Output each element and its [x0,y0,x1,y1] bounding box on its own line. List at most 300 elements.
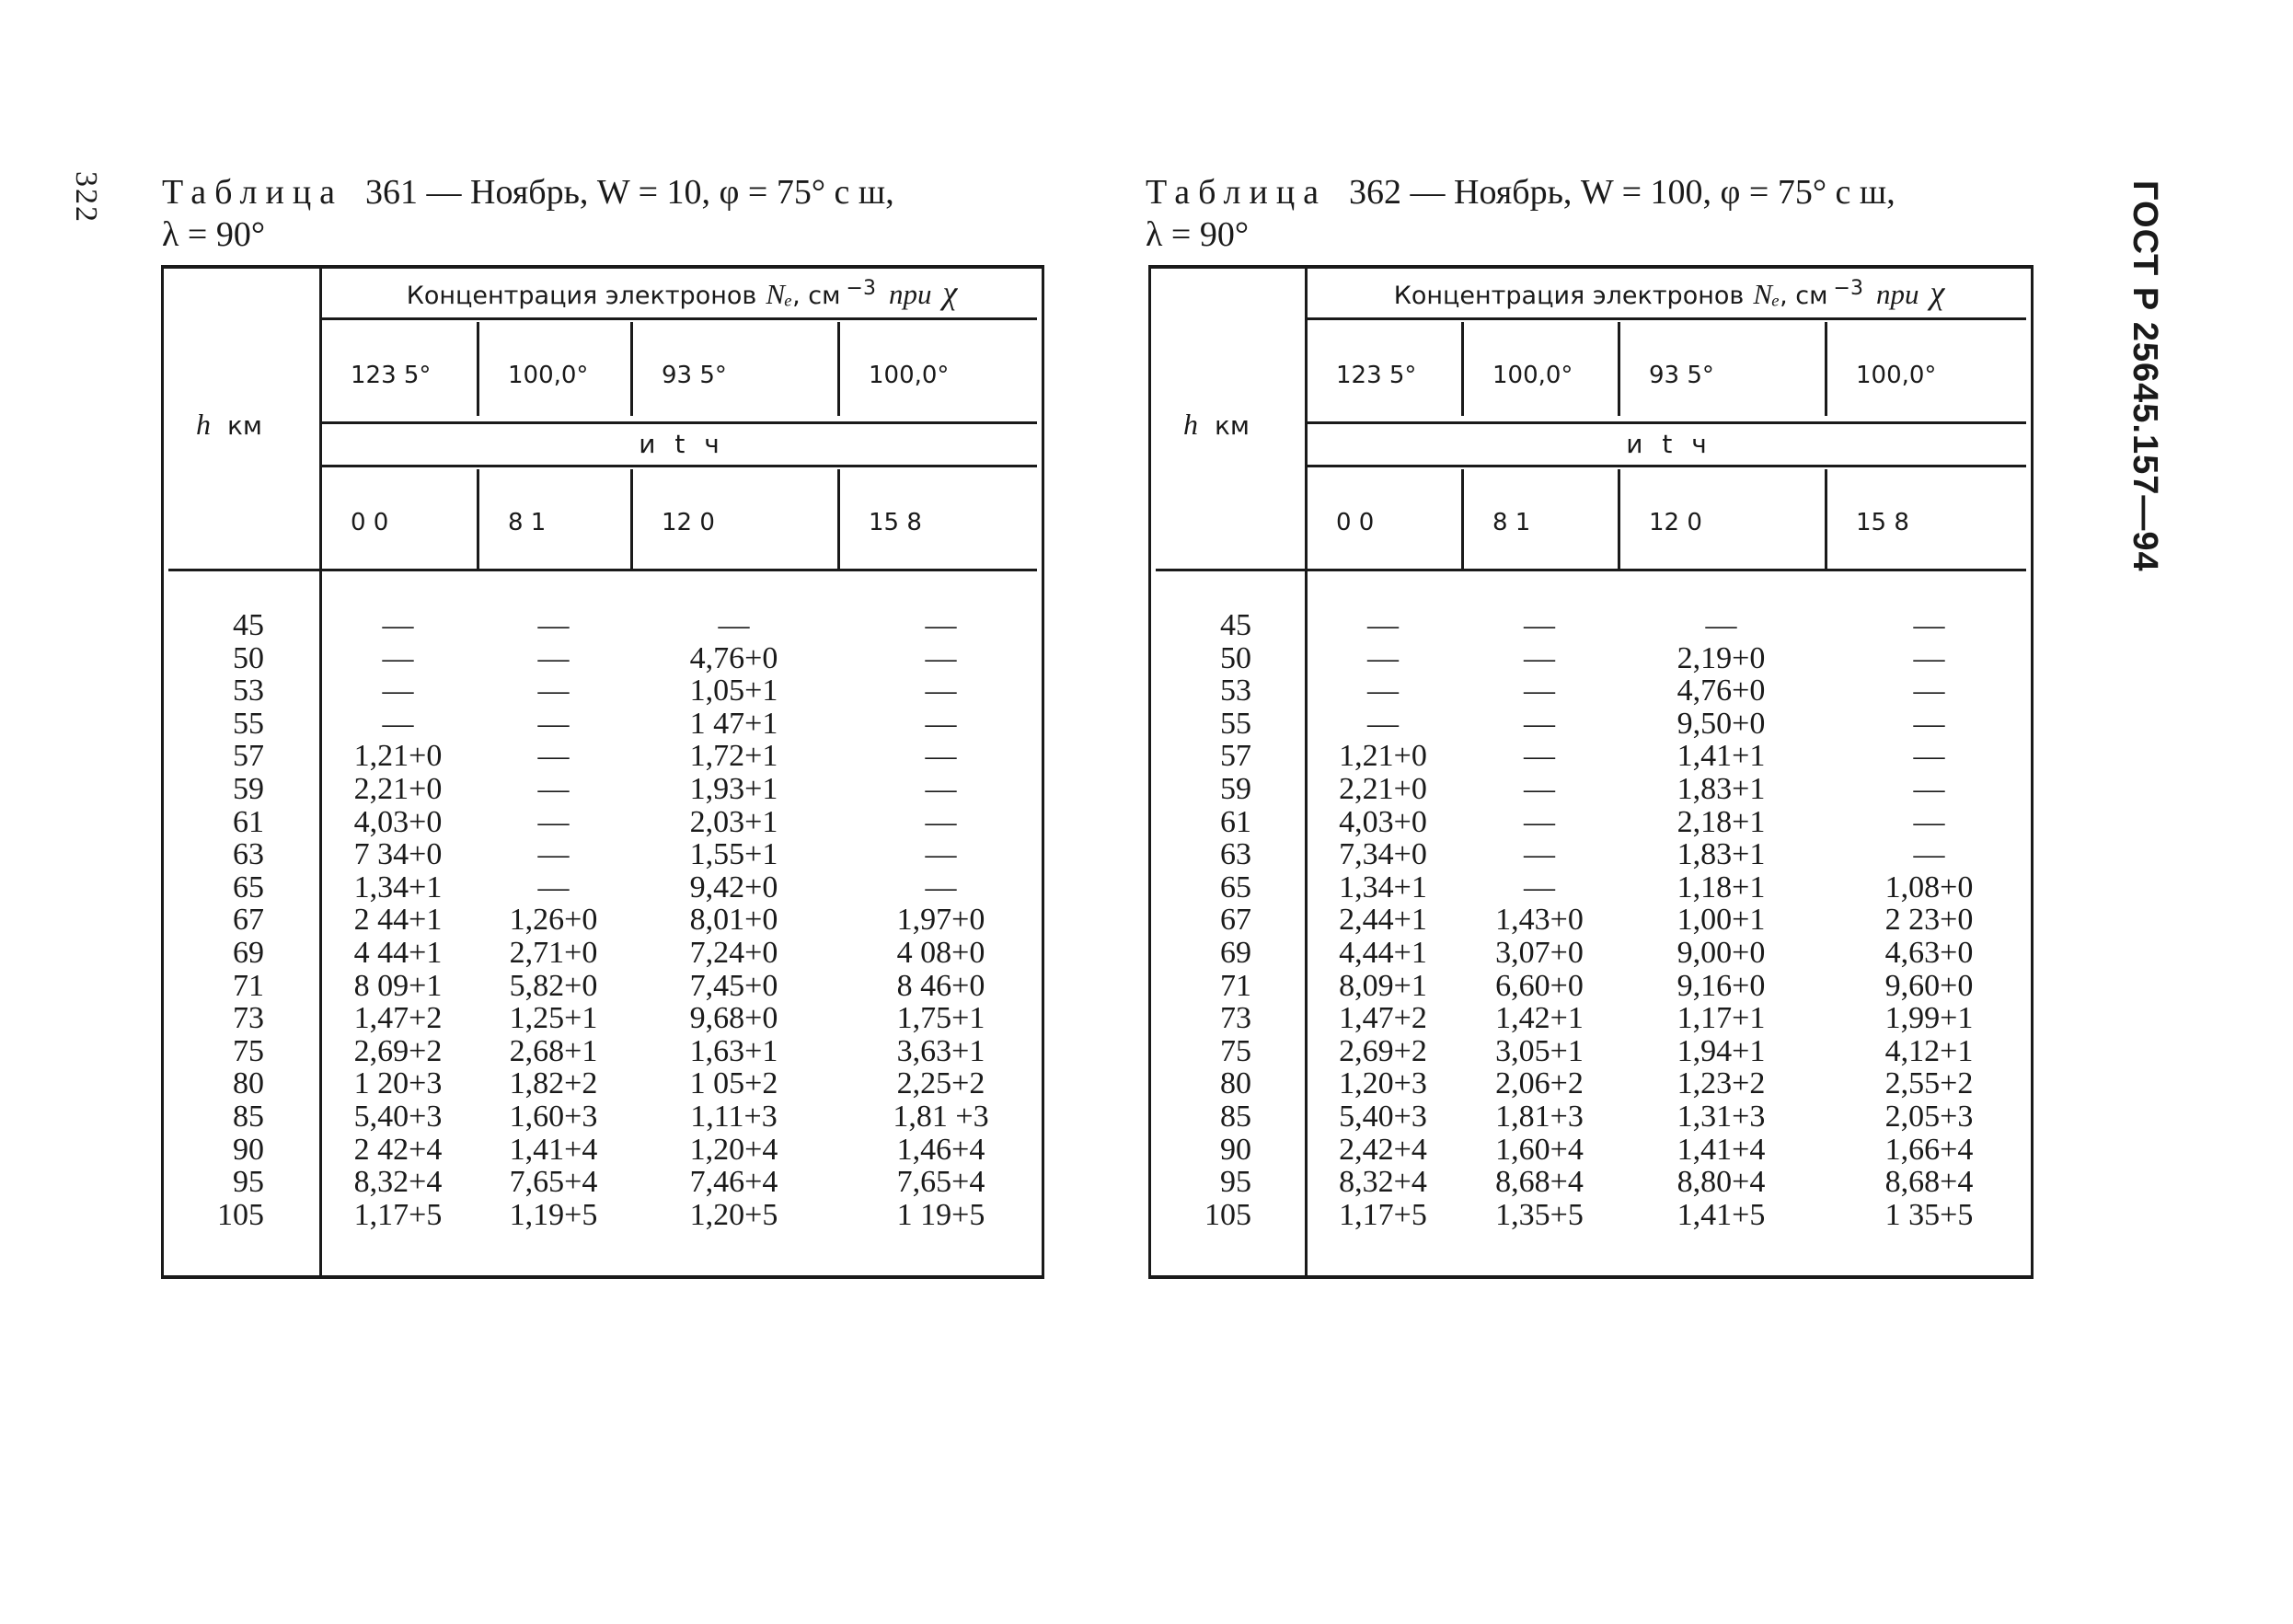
caption-title: 361 — Ноябрь, W = 10, φ = 75° с ш, [365,173,894,212]
row-height: 90 [1220,1132,1251,1167]
concentration-value: — [1913,804,1945,839]
concentration-value: 1,66+4 [1884,1132,1974,1167]
concentration-value: 9,00+0 [1677,935,1766,970]
row-height: 65 [233,870,264,904]
row-height: 75 [1220,1033,1251,1068]
concentration-value: — [1913,608,1945,642]
concentration-value: 5,40+3 [1339,1099,1427,1134]
concentration-value: 6,60+0 [1495,968,1584,1003]
page-number: 322 [69,171,103,224]
table-row [161,708,1044,741]
caption-label: Таблица [162,173,344,212]
table-row [161,740,1044,773]
concentration-value: 1,11+3 [690,1099,778,1134]
row-height: 67 [233,903,264,938]
concentration-value: 1,35+5 [1495,1197,1584,1232]
concentration-value: — [925,870,957,904]
concentration-value: 1,23+2 [1677,1066,1766,1101]
concentration-value: 1,60+3 [509,1099,598,1134]
concentration-value: 1,18+1 [1677,870,1766,904]
row-height: 85 [233,1099,264,1134]
table-row [161,1100,1044,1134]
concentration-value: 4,44+1 [1339,935,1427,970]
concentration-value: — [1913,640,1945,675]
row-height: 90 [233,1132,264,1167]
concentration-value: — [382,706,414,741]
table-row [161,1067,1044,1100]
concentration-value: 8 46+0 [896,968,985,1003]
table-row [1148,708,2034,741]
chi-symbol: χ [1930,274,1945,311]
concentration-value: 2,05+3 [1884,1099,1974,1134]
concentration-value: 8,32+4 [353,1165,443,1200]
chi-symbol: χ [942,274,958,311]
chi-value: 93 5° [662,362,727,389]
concentration-value: 1,97+0 [896,903,985,938]
concentration-value: 2,68+1 [509,1033,598,1068]
table-row [161,838,1044,871]
row-height: 69 [1220,935,1251,970]
concentration-value: 8,01+0 [689,903,778,938]
row-height: 67 [1220,903,1251,938]
row-height: 57 [233,739,264,774]
concentration-value: — [925,674,957,708]
t-value: 0 0 [351,509,389,536]
concentration-value: 2,69+2 [1339,1033,1427,1068]
concentration-value: 1,05+1 [689,674,778,708]
concentration-value: 3,07+0 [1495,935,1584,970]
conc-exponent: −3 [1833,277,1863,300]
concentration-value: 1,34+1 [353,870,443,904]
concentration-value: 1,43+0 [1495,903,1584,938]
concentration-value: 7,24+0 [689,935,778,970]
concentration-value: 1,26+0 [509,903,598,938]
concentration-value: — [382,608,414,642]
concentration-value: 9,42+0 [689,870,778,904]
table-row [1148,1002,2034,1035]
chi-column-separator [477,322,479,416]
concentration-value: — [537,706,570,741]
concentration-value: 9,50+0 [1677,706,1766,741]
concentration-value: 2 44+1 [353,903,443,938]
concentration-value: — [382,674,414,708]
concentration-value: — [537,837,570,872]
concentration-value: 1,46+4 [896,1132,985,1167]
concentration-value: 2,18+1 [1677,804,1766,839]
concentration-value: 7 34+0 [353,837,443,872]
row-height: 63 [1220,837,1251,872]
document-code: ГОСТ Р 25645.157—94 [2126,180,2164,572]
table-row [1148,740,2034,773]
data-rows [161,609,1044,1231]
t-value: 12 0 [662,509,715,536]
concentration-value: — [1913,739,1945,774]
concentration-value: — [537,640,570,675]
chi-value: 93 5° [1649,362,1714,389]
row-height: 95 [1220,1165,1251,1200]
row-height: 85 [1220,1099,1251,1134]
t-column-separator [1825,469,1827,569]
t-column-separator [630,469,633,569]
table-row [161,1199,1044,1232]
concentration-value: 9,60+0 [1884,968,1974,1003]
row-height: 45 [233,608,264,642]
row-height: 57 [1220,739,1251,774]
concentration-value: 1,00+1 [1677,903,1766,938]
row-height: 50 [1220,640,1251,675]
concentration-value: 1 20+3 [353,1066,443,1101]
row-height: 53 [1220,674,1251,708]
caption-line-2: λ = 90° [162,215,266,254]
t-column-separator [477,469,479,569]
conc-at: при [1875,278,1919,310]
concentration-value: 1,21+0 [353,739,443,774]
concentration-value: 1,08+0 [1884,870,1974,904]
concentration-value: 8,68+4 [1495,1165,1584,1200]
concentration-value: 1,82+2 [509,1066,598,1101]
row-height: 105 [217,1197,264,1232]
row-height: 71 [233,968,264,1003]
concentration-value: — [1524,837,1555,872]
concentration-value: 2,69+2 [353,1033,443,1068]
table-row [1148,773,2034,806]
conc-at: при [888,278,932,310]
concentration-value: 4,12+1 [1884,1033,1974,1068]
table-row [1148,1035,2034,1068]
concentration-value: — [1524,640,1555,675]
table-row [1148,871,2034,904]
row-height: 53 [233,674,264,708]
header-rule-low [1305,465,2026,467]
chi-column-separator [630,322,633,416]
concentration-value: 1,20+4 [689,1132,778,1167]
concentration-value: — [1524,870,1555,904]
concentration-value: — [925,608,957,642]
concentration-value: 3,63+1 [896,1033,985,1068]
concentration-value: — [1367,706,1399,741]
t-column-separator [837,469,840,569]
table-row [161,1134,1044,1167]
chi-column-separator [837,322,840,416]
concentration-value: 1,20+3 [1339,1066,1427,1101]
table-row [161,773,1044,806]
concentration-value: 1,34+1 [1339,870,1427,904]
concentration-value: 1,41+4 [1677,1132,1766,1167]
concentration-value: 1,93+1 [689,771,778,806]
concentration-value: 2 23+0 [1884,903,1974,938]
table-row [1148,1067,2034,1100]
t-value: 0 0 [1336,509,1375,536]
concentration-value: 1,42+1 [1495,1001,1584,1036]
h-symbol: h [1183,408,1198,441]
concentration-value: — [925,804,957,839]
concentration-value: — [537,608,570,642]
concentration-value: — [1524,608,1555,642]
header-rule-top [319,317,1037,320]
concentration-value: — [718,608,750,642]
concentration-value: 4 08+0 [896,935,985,970]
table-caption [162,171,1073,256]
concentration-value: 8 09+1 [353,968,443,1003]
time-header: и t ч [1626,429,1712,459]
row-height: 45 [1220,608,1251,642]
concentration-value: — [1913,674,1945,708]
concentration-value: 7,65+4 [509,1165,598,1200]
header-rule-bottom [1156,569,2026,571]
concentration-value: 1 19+5 [896,1197,985,1232]
h-unit: км [1215,410,1250,441]
concentration-value: — [925,739,957,774]
concentration-value: 2,55+2 [1884,1066,1974,1101]
time-header: и t ч [639,429,725,459]
concentration-value: 2,06+2 [1495,1066,1584,1101]
concentration-value: — [1524,739,1555,774]
concentration-value: 8,80+4 [1677,1165,1766,1200]
concentration-value: 7,45+0 [689,968,778,1003]
conc-text: Концентрация электронов [1393,282,1745,310]
row-height: 80 [1220,1066,1251,1101]
h-unit: км [227,410,263,441]
caption-line-1 [1146,171,2058,213]
conc-exponent: −3 [846,277,876,300]
t-column-separator [1461,469,1464,569]
concentration-value: 1,25+1 [509,1001,598,1036]
concentration-value: 1,47+2 [353,1001,443,1036]
concentration-value: 4,76+0 [1677,674,1766,708]
h-symbol: h [196,408,211,441]
concentration-value: 2,71+0 [509,935,598,970]
table-row [1148,806,2034,839]
t-value: 15 8 [869,509,922,536]
table-row [1148,642,2034,675]
table-row [1148,1134,2034,1167]
concentration-value: — [1524,706,1555,741]
table-row [1148,904,2034,937]
concentration-value: — [382,640,414,675]
row-height: 63 [233,837,264,872]
concentration-value: 2,21+0 [1339,771,1427,806]
table-row [161,609,1044,642]
concentration-value: 1,41+1 [1677,739,1766,774]
conc-variable: Nₑ [766,278,793,310]
concentration-value: 2,42+4 [1339,1132,1427,1167]
concentration-value: 9,68+0 [689,1001,778,1036]
h-column-header [196,408,262,442]
concentration-value: — [925,837,957,872]
row-height: 80 [233,1066,264,1101]
row-height: 75 [233,1033,264,1068]
concentration-value: 1,81+3 [1495,1099,1584,1134]
concentration-value: 1,19+5 [509,1197,598,1232]
concentration-value: — [537,674,570,708]
row-height: 61 [1220,804,1251,839]
concentration-value: 7,34+0 [1339,837,1427,872]
t-value: 15 8 [1856,509,1909,536]
concentration-value: 4,76+0 [689,640,778,675]
header-rule-bottom [168,569,1037,571]
header-rule-mid [1305,421,2026,424]
concentration-value: — [537,771,570,806]
chi-value: 100,0° [508,362,589,389]
t-value: 8 1 [1492,509,1531,536]
concentration-value: — [1913,706,1945,741]
concentration-value: 1,60+4 [1495,1132,1584,1167]
row-height: 55 [1220,706,1251,741]
concentration-value: 4,03+0 [1339,804,1427,839]
concentration-value: 1,17+5 [353,1197,443,1232]
table-row [161,970,1044,1003]
concentration-value: 9,16+0 [1677,968,1766,1003]
concentration-value: 1,55+1 [689,837,778,872]
chi-value: 123 5° [1336,362,1417,389]
concentration-value: 2 42+4 [353,1132,443,1167]
concentration-value: 2,19+0 [1677,640,1766,675]
concentration-value: 1,21+0 [1339,739,1427,774]
h-column-header [1183,408,1250,442]
chi-column-separator [1618,322,1620,416]
row-height: 59 [233,771,264,806]
concentration-value: 1 47+1 [689,706,778,741]
concentration-value: — [537,870,570,904]
concentration-value: 2,03+1 [689,804,778,839]
concentration-value: — [925,706,957,741]
concentration-value: 1,63+1 [689,1033,778,1068]
concentration-value: — [537,739,570,774]
table-row [1148,609,2034,642]
concentration-value: — [1367,674,1399,708]
header-rule-mid [319,421,1037,424]
concentration-value: 1 05+2 [689,1066,778,1101]
chi-column-separator [1461,322,1464,416]
concentration-value: — [1524,804,1555,839]
table-row [161,904,1044,937]
concentration-value: 5,40+3 [353,1099,443,1134]
conc-text: Концентрация электронов [406,282,757,310]
concentration-value: 1,99+1 [1884,1001,1974,1036]
row-height: 73 [1220,1001,1251,1036]
concentration-value: 8,09+1 [1339,968,1427,1003]
concentration-value: 1,83+1 [1677,771,1766,806]
concentration-value: 8,32+4 [1339,1165,1427,1200]
t-value: 12 0 [1649,509,1702,536]
conc-unit: , см [1780,282,1828,310]
row-height: 69 [233,935,264,970]
row-height: 95 [233,1165,264,1200]
table-row [161,1166,1044,1199]
t-value: 8 1 [508,509,547,536]
header-rule-top [1305,317,2026,320]
table-row [1148,1199,2034,1232]
concentration-value: 7,46+4 [689,1165,778,1200]
data-rows [1148,609,2034,1231]
concentration-value: 1,81 +3 [893,1099,989,1134]
concentration-value: — [1524,674,1555,708]
caption-line-1 [162,171,1073,213]
header-rule-low [319,465,1037,467]
table-row [161,1002,1044,1035]
concentration-value: — [1524,771,1555,806]
row-height: 50 [233,640,264,675]
concentration-value: 1,41+5 [1677,1197,1766,1232]
row-height: 105 [1204,1197,1251,1232]
conc-unit: , см [792,282,841,310]
caption-title: 362 — Ноябрь, W = 100, φ = 75° с ш, [1349,173,1895,212]
table-row [1148,1100,2034,1134]
row-height: 65 [1220,870,1251,904]
concentration-value: 1 35+5 [1884,1197,1974,1232]
concentration-value: 7,65+4 [896,1165,985,1200]
concentration-value: 3,05+1 [1495,1033,1584,1068]
caption-line-2: λ = 90° [1146,215,1250,254]
chi-value: 100,0° [1856,362,1937,389]
caption-label: Таблица [1146,173,1328,212]
concentration-value: 1,47+2 [1339,1001,1427,1036]
table-row [161,937,1044,970]
chi-column-separator [1825,322,1827,416]
concentration-value: 8,68+4 [1884,1165,1974,1200]
concentration-value: — [537,804,570,839]
concentration-value: 4 44+1 [353,935,443,970]
concentration-value: 2,21+0 [353,771,443,806]
concentration-value: — [925,640,957,675]
t-column-separator [1618,469,1620,569]
row-height: 55 [233,706,264,741]
concentration-value: 2,44+1 [1339,903,1427,938]
table-row [161,871,1044,904]
concentration-value: 1,75+1 [896,1001,985,1036]
table-row [161,642,1044,675]
concentration-value: 4,03+0 [353,804,443,839]
concentration-value: 1,83+1 [1677,837,1766,872]
concentration-value: 1,72+1 [689,739,778,774]
concentration-value: — [1705,608,1737,642]
concentration-value: 1,31+3 [1677,1099,1766,1134]
concentration-value: — [1367,640,1399,675]
table-row [161,806,1044,839]
row-height: 71 [1220,968,1251,1003]
concentration-header [1305,273,2034,312]
concentration-value: — [1913,837,1945,872]
table-row [161,1035,1044,1068]
table-row [1148,674,2034,708]
row-height: 73 [233,1001,264,1036]
concentration-value: 1,94+1 [1677,1033,1766,1068]
concentration-value: 1,41+4 [509,1132,598,1167]
chi-value: 100,0° [869,362,950,389]
concentration-value: 4,63+0 [1884,935,1974,970]
concentration-header [319,273,1044,312]
row-height: 61 [233,804,264,839]
table-row [1148,937,2034,970]
conc-variable: Nₑ [1753,278,1780,310]
concentration-value: — [1367,608,1399,642]
concentration-value: 1,17+5 [1339,1197,1427,1232]
concentration-value: — [1913,771,1945,806]
table-row [1148,970,2034,1003]
concentration-value: 1,20+5 [689,1197,778,1232]
concentration-value: 1,17+1 [1677,1001,1766,1036]
row-height: 59 [1220,771,1251,806]
table-row [1148,1166,2034,1199]
concentration-value: 2,25+2 [896,1066,985,1101]
table-row [1148,838,2034,871]
chi-value: 123 5° [351,362,432,389]
table-caption [1146,171,2058,256]
concentration-value: 5,82+0 [509,968,598,1003]
table-row [161,674,1044,708]
concentration-value: — [925,771,957,806]
chi-value: 100,0° [1492,362,1573,389]
